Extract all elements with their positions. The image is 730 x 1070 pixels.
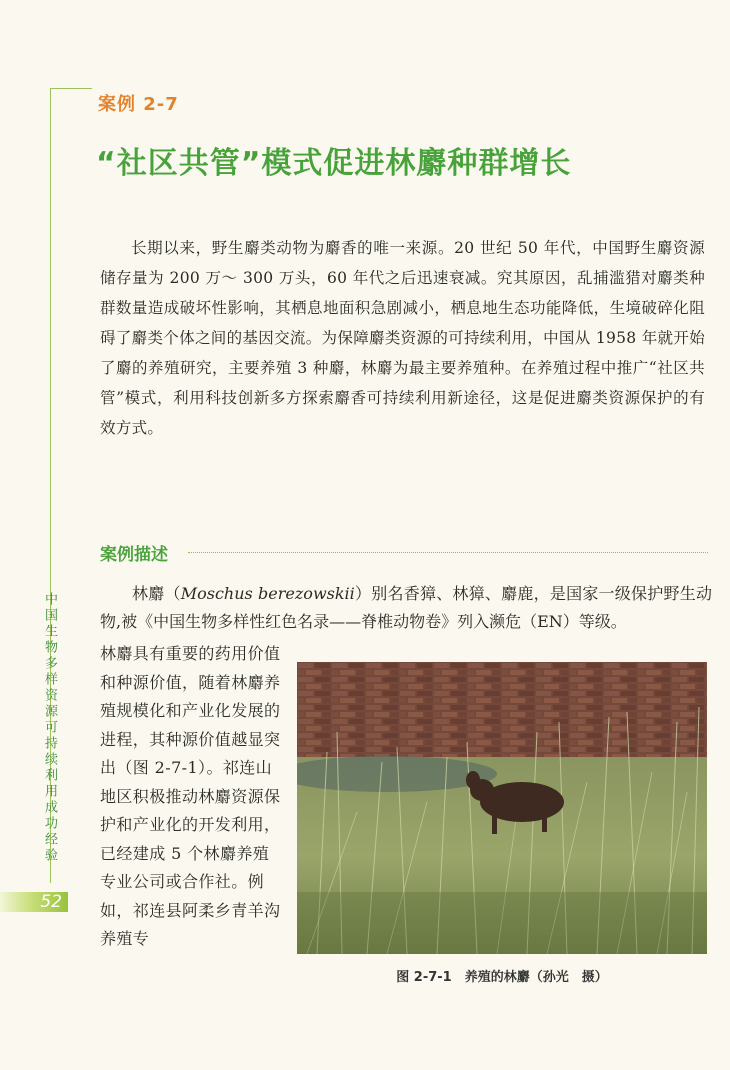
- figure-caption: 图 2-7-1 养殖的林麝（孙光 摄）: [396, 970, 608, 985]
- section-dotted-rule: [188, 552, 708, 553]
- page-number-tab: [0, 892, 68, 912]
- page-title: “社区共管”模式促进林麝种群增长: [96, 146, 572, 181]
- body-text-before: 林麝（: [132, 584, 181, 603]
- side-book-title: 中国生物多样资源可持续利用成功经验: [42, 592, 57, 864]
- body-paragraph-side: 林麝具有重要的药用价值和种源价值，随着林麝养殖规模化和产业化发展的进程，其种源价值越显突出（图 2-7-1）。祁连山地区积极推动林麝资源保护和产业化的开发利用，已经建成 5 个林麝养殖专业公司或合作社。例如，祁连县阿柔乡青羊沟养殖专: [100, 644, 281, 948]
- frame-top-line: [50, 88, 92, 89]
- body-text-after: ）别名香獐、林獐、麝鹿，是国家一级保护野生动物,被《中国生物多样性红色名录——脊椎动物卷》列入濒危（EN）等级。: [100, 584, 712, 631]
- body-paragraph-top: [100, 580, 712, 636]
- case-label: 案例 2-7: [98, 94, 179, 115]
- latin-name: Moschus berezowskii: [180, 584, 355, 603]
- intro-paragraph: 长期以来，野生麝类动物为麝香的唯一来源。20 世纪 50 年代，中国野生麝资源储存量为 200 万～ 300 万头，60 年代之后迅速衰减。究其原因，乱捕滥猎对麝类种群数量造成破坏性影响，其栖息地面积急剧减小，栖息地生态功能降低，生境破碎化阻碍了麝类个体之间的基因交流。为保障麝类资源的可持续利用，中国从 1958 年就开始了麝的养殖研究，主要养殖 3 种麝，林麝为最主要养殖种。在养殖过程中推广“社区共管”模式，利用科技创新多方探索麝香可持续利用新途径，这是促进麝类资源保护的有效方式。: [100, 239, 705, 437]
- page-number: 52: [40, 892, 62, 912]
- section-heading: 案例描述: [100, 545, 168, 565]
- musk-deer-photo: [297, 662, 707, 954]
